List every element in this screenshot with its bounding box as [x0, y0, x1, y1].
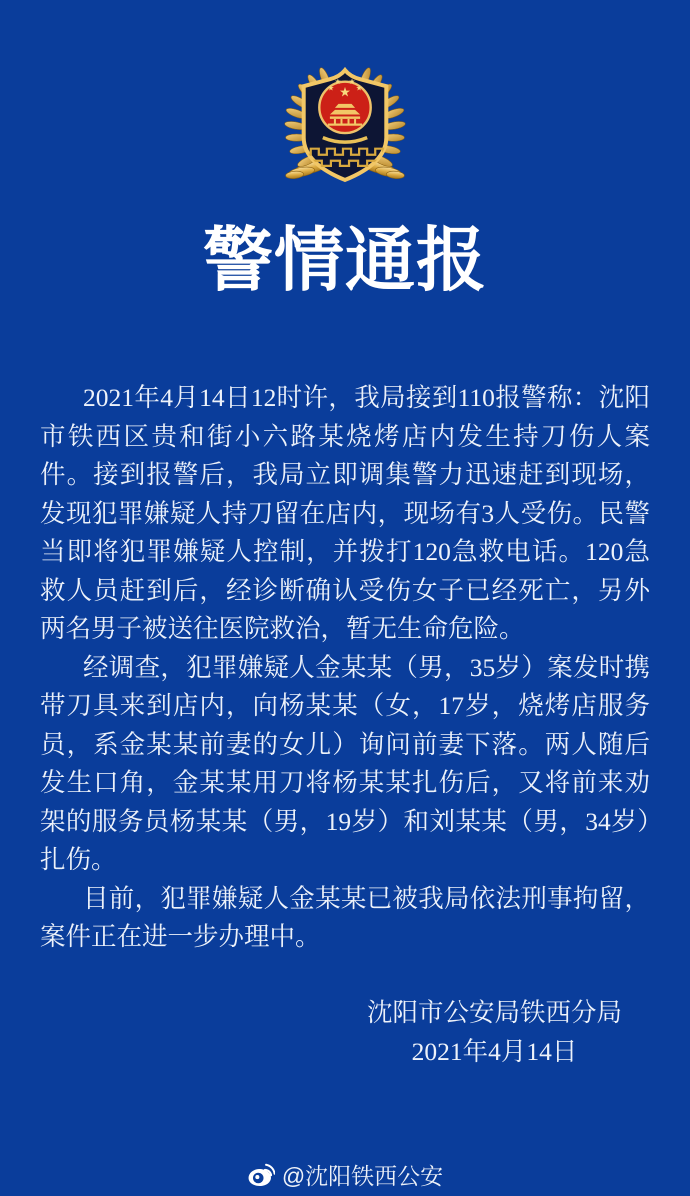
svg-text:★: ★ — [327, 83, 335, 93]
svg-text:★: ★ — [348, 77, 356, 87]
signature-agency: 沈阳市公安局铁西分局 — [366, 998, 622, 1027]
notice-title: 警情通报 — [203, 221, 487, 299]
watermark-handle: @沈阳铁西公安 — [281, 1163, 444, 1189]
paragraph-incident-report: 2021年4月14日12时许，我局接到110报警称：沈阳市铁西区贵和街小六路某烧烤店内发生持刀伤人案件。接到报警后，我局立即调集警力迅速赶到现场，发现犯罪嫌疑人持刀留在店内，现场有3人受伤。民警当即将犯罪嫌疑人控制，并拨打120急救电话。120急救人员赶到后，经诊断确认受伤女子已经死亡，另外两名男子被送往医院救治，暂无生命危险。 — [40, 383, 650, 643]
signature-date: 2021年4月14日 — [411, 1036, 578, 1066]
svg-text:★: ★ — [355, 83, 363, 93]
paragraph-detention: 目前，犯罪嫌疑人金某某已被我局依法刑事拘留，案件正在进一步办理中。 — [40, 883, 650, 951]
svg-text:★: ★ — [339, 85, 351, 101]
paragraph-investigation: 经调查，犯罪嫌疑人金某某（男，35岁）案发时携带刀具来到店内，向杨某某（女，17岁，烧烤店服务员，系金某某前妻的女儿）询问前妻下落。两人随后发生口角，金某某用刀将杨某某扎伤后，又将前来劝架的服务员杨某某（男，19岁）和刘某某（男，34岁）扎伤。 — [40, 652, 650, 874]
notice-body — [40, 379, 650, 957]
svg-text:★: ★ — [334, 77, 342, 87]
weibo-icon — [247, 1162, 275, 1187]
signature-block — [367, 994, 622, 1071]
china-police-badge-icon — [274, 57, 416, 188]
weibo-watermark — [0, 1158, 690, 1191]
